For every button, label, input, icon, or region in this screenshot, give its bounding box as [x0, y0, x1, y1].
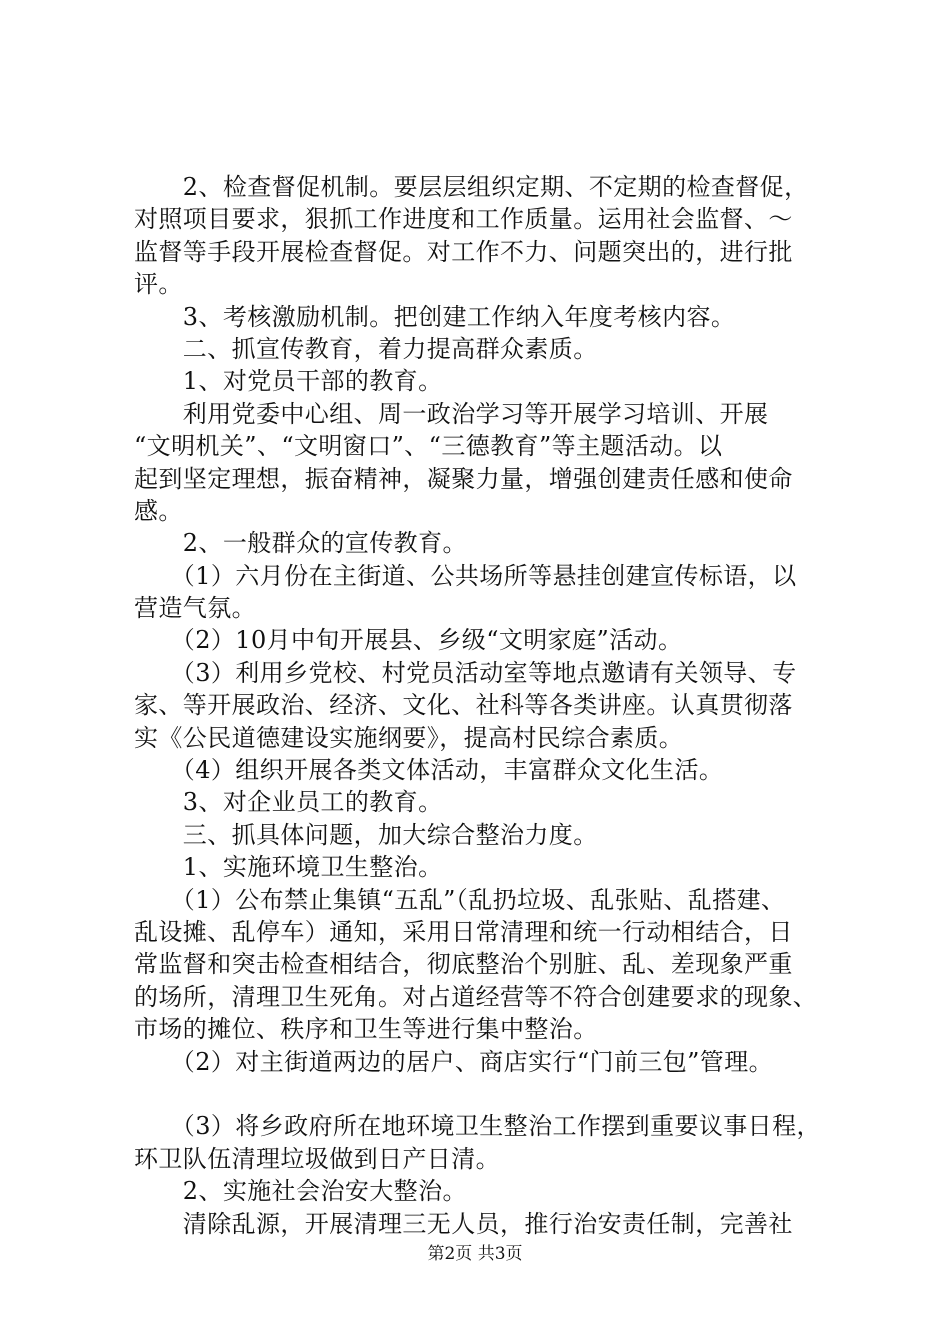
- text-line: 环卫队伍清理垃圾做到日产日清。: [134, 1144, 500, 1173]
- text-line: 家、等开展政治、经济、文化、社科等各类讲座。认真贯彻落: [134, 691, 793, 720]
- text-line: 3、对企业员工的教育。: [134, 788, 443, 817]
- text-line: “文明机关”、“文明窗口”、“三德教育”等主题活动。以: [134, 432, 723, 461]
- text-line: 清除乱源，开展清理三无人员，推行治安责任制，完善社: [134, 1209, 793, 1238]
- text-line: 3、考核激励机制。把创建工作纳入年度考核内容。: [134, 302, 736, 331]
- text-line: 市场的摊位、秩序和卫生等进行集中整治。: [134, 1015, 598, 1044]
- text-line: （2）对主街道两边的居户、商店实行“门前三包”管理。: [134, 1047, 774, 1076]
- text-line: （2）10月中旬开展县、乡级“文明家庭”活动。: [134, 626, 683, 655]
- section-heading: 三、抓具体问题，加大综合整治力度。: [134, 820, 598, 849]
- text-line: 1、实施环境卫生整治。: [134, 853, 443, 882]
- text-line: （1）公布禁止集镇“五乱”（乱扔垃圾、乱张贴、乱搭建、: [134, 885, 786, 914]
- text-line: 1、对党员干部的教育。: [134, 367, 443, 396]
- blank-line: [134, 1078, 834, 1110]
- text-line: 的场所，清理卫生死角。对占道经营等不符合创建要求的现象、: [134, 982, 818, 1011]
- text-line: 对照项目要求，狠抓工作进度和工作质量。运用社会监督、～: [134, 205, 793, 234]
- section-heading: 二、抓宣传教育，着力提高群众素质。: [134, 334, 598, 363]
- text-line: 起到坚定理想，振奋精神，凝聚力量，增强创建责任感和使命: [134, 464, 793, 493]
- text-line: （3）将乡政府所在地环境卫生整治工作摆到重要议事日程，: [134, 1112, 821, 1141]
- text-line: 监督等手段开展检查督促。对工作不力、问题突出的，进行批: [134, 237, 793, 266]
- document-body: [134, 171, 834, 1240]
- text-line: 常监督和突击检查相结合，彻底整治个别脏、乱、差现象严重: [134, 950, 793, 979]
- text-line: （1）六月份在主街道、公共场所等悬挂创建宣传标语，以: [134, 561, 797, 590]
- page-number-footer: 第2页 共3页: [427, 1244, 523, 1264]
- text-line: 2、检查督促机制。要层层组织定期、不定期的检查督促，: [134, 173, 809, 201]
- text-line: 评。: [134, 270, 183, 299]
- text-line: 2、实施社会治安大整治。: [134, 1177, 467, 1206]
- text-line: （3）利用乡党校、村党员活动室等地点邀请有关领导、专: [134, 658, 797, 687]
- text-line: （4）组织开展各类文体活动，丰富群众文化生活。: [134, 756, 724, 785]
- text-line: 感。: [134, 496, 183, 525]
- text-line: 营造气氛。: [134, 594, 256, 623]
- text-line: 乱设摊、乱停车）通知，采用日常清理和统一行动相结合，日: [134, 917, 793, 946]
- text-line: 利用党委中心组、周一政治学习等开展学习培训、开展: [134, 399, 769, 428]
- text-line: 实《公民道德建设实施纲要》，提高村民综合素质。: [134, 723, 684, 752]
- text-line: 2、一般群众的宣传教育。: [134, 529, 467, 558]
